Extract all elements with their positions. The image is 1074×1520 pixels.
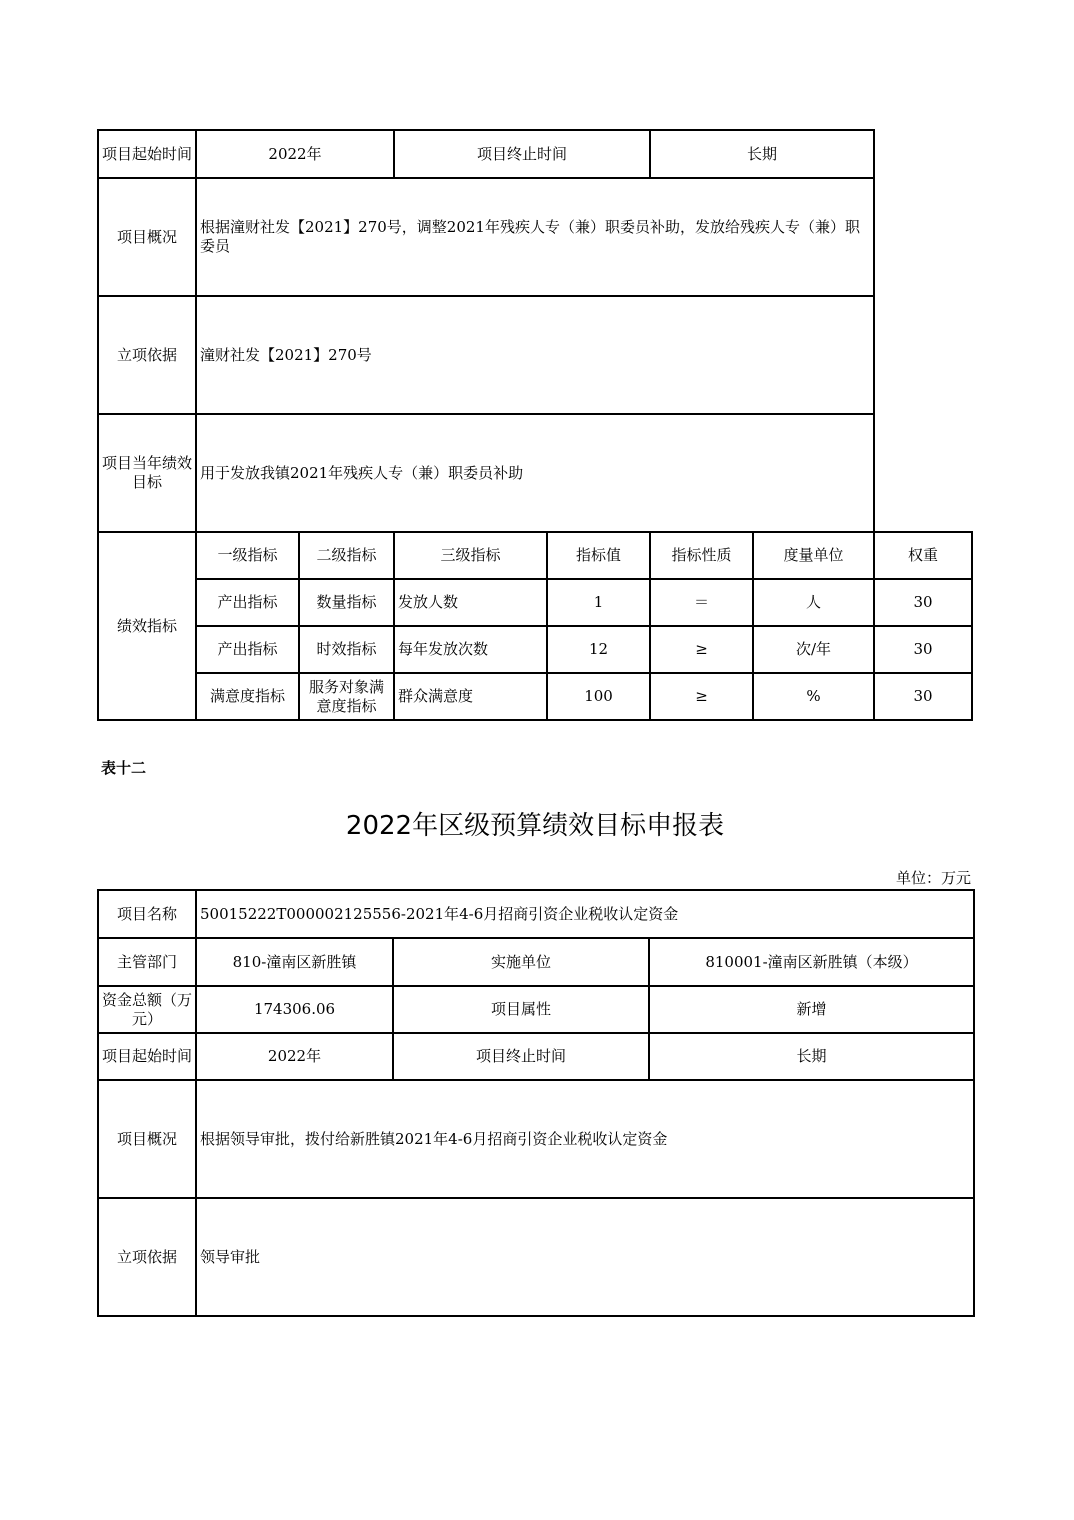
basis-label: 立项依据 xyxy=(98,296,196,414)
cell-nature: ≥ xyxy=(650,626,753,673)
dept-label: 主管部门 xyxy=(98,938,196,986)
impl-unit-label: 实施单位 xyxy=(393,938,649,986)
end-time-label: 项目终止时间 xyxy=(394,130,650,178)
cell-level2: 服务对象满意度指标 xyxy=(299,673,394,720)
indicator-header-row xyxy=(98,532,972,579)
performance-target-table xyxy=(97,889,975,1317)
impl-unit-value: 810001-潼南区新胜镇（本级） xyxy=(649,938,974,986)
start-time-label: 项目起始时间 xyxy=(98,1033,196,1080)
project-name-value: 50015222T000002125556-2021年4-6月招商引资企业税收认定资金 xyxy=(196,890,974,938)
cell-nature: ＝ xyxy=(650,579,753,626)
cell-level1: 满意度指标 xyxy=(196,673,299,720)
amount-value: 174306.06 xyxy=(196,986,393,1033)
amount-label: 资金总额（万元） xyxy=(98,986,196,1033)
cell-level2: 时效指标 xyxy=(299,626,394,673)
perf-indicator-label: 绩效指标 xyxy=(98,532,196,720)
end-time-value: 长期 xyxy=(650,130,874,178)
cell-level1: 产出指标 xyxy=(196,579,299,626)
start-time-value: 2022年 xyxy=(196,130,394,178)
cell-nature: ≥ xyxy=(650,673,753,720)
cell-value: 100 xyxy=(547,673,650,720)
goal-value: 用于发放我镇2021年残疾人专（兼）职委员补助 xyxy=(196,414,874,532)
cell-value: 12 xyxy=(547,626,650,673)
cell-level3: 每年发放次数 xyxy=(394,626,547,673)
table-row xyxy=(98,579,972,626)
overview-label: 项目概况 xyxy=(98,178,196,296)
header-level2: 二级指标 xyxy=(299,532,394,579)
cell-unit: 人 xyxy=(753,579,874,626)
cell-weight: 30 xyxy=(874,626,972,673)
overview-value: 根据领导审批，拨付给新胜镇2021年4-6月招商引资企业税收认定资金 xyxy=(196,1080,974,1198)
document-title: 2022年区级预算绩效目标申报表 xyxy=(345,811,725,841)
start-time-value: 2022年 xyxy=(196,1033,393,1080)
goal-label: 项目当年绩效目标 xyxy=(98,414,196,532)
header-nature: 指标性质 xyxy=(650,532,753,579)
basis-label: 立项依据 xyxy=(98,1198,196,1316)
cell-level2: 数量指标 xyxy=(299,579,394,626)
end-time-label: 项目终止时间 xyxy=(393,1033,649,1080)
header-value: 指标值 xyxy=(547,532,650,579)
header-level3: 三级指标 xyxy=(394,532,547,579)
overview-value: 根据潼财社发【2021】270号，调整2021年残疾人专（兼）职委员补助，发放给残疾人专（兼）职委员 xyxy=(196,178,874,296)
basis-value: 潼财社发【2021】270号 xyxy=(196,296,874,414)
project-name-label: 项目名称 xyxy=(98,890,196,938)
cell-level3: 发放人数 xyxy=(394,579,547,626)
header-level1: 一级指标 xyxy=(196,532,299,579)
attr-label: 项目属性 xyxy=(393,986,649,1033)
table-row xyxy=(98,626,972,673)
table-row xyxy=(98,673,972,720)
cell-unit: 次/年 xyxy=(753,626,874,673)
end-time-value: 长期 xyxy=(649,1033,974,1080)
cell-level1: 产出指标 xyxy=(196,626,299,673)
dept-value: 810-潼南区新胜镇 xyxy=(196,938,393,986)
overview-label: 项目概况 xyxy=(98,1080,196,1198)
cell-weight: 30 xyxy=(874,579,972,626)
header-unit: 度量单位 xyxy=(753,532,874,579)
attr-value: 新增 xyxy=(649,986,974,1033)
cell-weight: 30 xyxy=(874,673,972,720)
table-number-label: 表十二 xyxy=(101,759,147,777)
performance-table-continued xyxy=(97,129,973,721)
unit-label: 单位：万元 xyxy=(895,869,971,887)
cell-unit: % xyxy=(753,673,874,720)
header-weight: 权重 xyxy=(874,532,972,579)
start-time-label: 项目起始时间 xyxy=(98,130,196,178)
basis-value: 领导审批 xyxy=(196,1198,974,1316)
cell-level3: 群众满意度 xyxy=(394,673,547,720)
cell-value: 1 xyxy=(547,579,650,626)
